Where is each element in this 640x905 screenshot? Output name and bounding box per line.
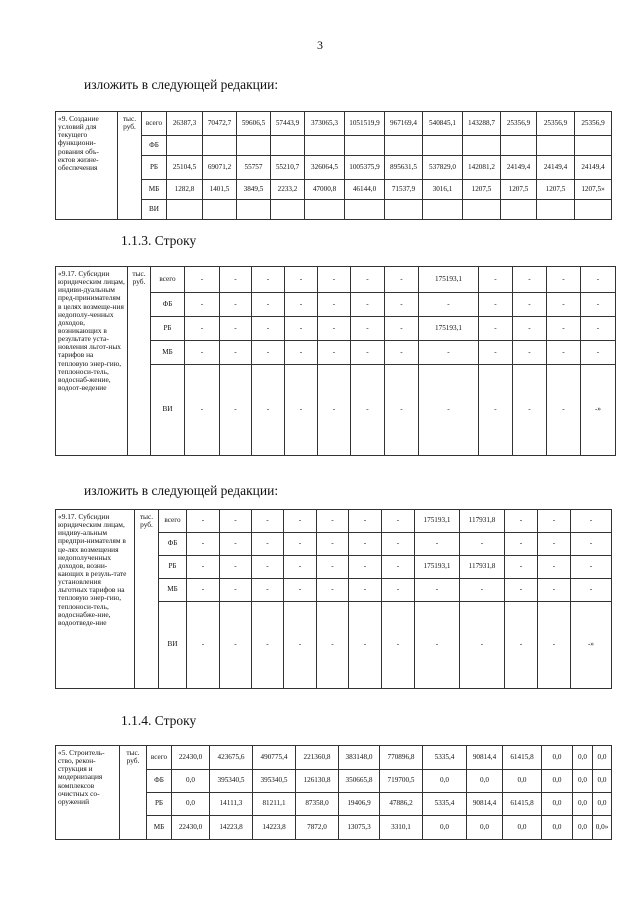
unit-cell: тыс. руб. — [120, 746, 147, 840]
value-cell: 117931,8 — [460, 510, 505, 533]
value-cell: 770896,8 — [380, 746, 423, 770]
value-cell: - — [349, 602, 382, 689]
value-cell: 7872,0 — [296, 816, 339, 840]
value-cell: 0,0 — [542, 816, 573, 840]
value-cell: 61415,8 — [503, 746, 542, 770]
value-cell — [423, 200, 463, 220]
value-cell: 423675,6 — [210, 746, 253, 770]
funding-source: МБ — [147, 816, 172, 840]
value-cell: - — [220, 341, 252, 365]
value-cell: - — [581, 267, 616, 293]
value-cell: - — [505, 510, 538, 533]
value-cell: - — [252, 556, 284, 579]
value-cell: 142081,2 — [463, 156, 501, 180]
table-row-9-17-new — [55, 509, 612, 689]
page-number: 3 — [317, 38, 323, 52]
value-cell: - — [385, 341, 419, 365]
value-cell: 14111,3 — [210, 793, 253, 816]
value-cell: 55210,7 — [271, 156, 305, 180]
value-cell: 25356,9 — [501, 112, 537, 136]
value-cell: - — [252, 267, 285, 293]
heading-edit-2: изложить в следующей редакции: — [84, 483, 279, 498]
value-cell: - — [285, 317, 318, 341]
value-cell: 0,0 — [172, 793, 210, 816]
value-cell: - — [285, 341, 318, 365]
value-cell: - — [419, 341, 479, 365]
funding-source: ВИ — [159, 602, 187, 689]
value-cell: - — [351, 267, 385, 293]
value-cell: 61415,8 — [503, 793, 542, 816]
funding-source: ВИ — [151, 365, 185, 456]
value-cell: 14223,8 — [210, 816, 253, 840]
value-cell: 25104,5 — [167, 156, 203, 180]
value-cell: 0,0 — [593, 746, 612, 770]
value-cell — [385, 136, 423, 156]
value-cell: - — [479, 365, 513, 456]
value-cell: 70472,7 — [203, 112, 237, 136]
value-cell: - — [382, 579, 415, 602]
value-cell: 117931,8 — [460, 556, 505, 579]
value-cell — [501, 200, 537, 220]
value-cell: 25356,9 — [575, 112, 612, 136]
value-cell: 350665,8 — [339, 770, 380, 793]
value-cell: - — [187, 510, 220, 533]
funding-source: РБ — [142, 156, 167, 180]
value-cell: - — [185, 267, 220, 293]
value-cell: - — [318, 293, 351, 317]
unit-cell: тыс. руб. — [128, 267, 151, 456]
value-cell: - — [349, 510, 382, 533]
value-cell: 0,0 — [593, 793, 612, 816]
value-cell: - — [220, 293, 252, 317]
value-cell: 3016,1 — [423, 180, 463, 200]
value-cell: - — [317, 579, 349, 602]
value-cell: - — [187, 533, 220, 556]
value-cell: -» — [571, 602, 612, 689]
value-cell: 24149,4 — [501, 156, 537, 180]
value-cell: - — [349, 556, 382, 579]
value-cell: - — [479, 341, 513, 365]
funding-source: МБ — [142, 180, 167, 200]
value-cell — [237, 200, 271, 220]
value-cell: 0,0 — [573, 816, 593, 840]
funding-source: всего — [159, 510, 187, 533]
value-cell: 22430,0 — [172, 746, 210, 770]
value-cell: 895631,5 — [385, 156, 423, 180]
value-cell: - — [538, 579, 571, 602]
value-cell: - — [415, 602, 460, 689]
value-cell: 13075,3 — [339, 816, 380, 840]
value-cell: 46144,0 — [345, 180, 385, 200]
value-cell: 24149,4 — [537, 156, 575, 180]
funding-source: ФБ — [159, 533, 187, 556]
funding-source: МБ — [151, 341, 185, 365]
value-cell — [423, 136, 463, 156]
table-row — [56, 746, 612, 770]
value-cell: - — [538, 602, 571, 689]
value-cell: - — [317, 602, 349, 689]
value-cell — [575, 136, 612, 156]
value-cell: 0,0 — [467, 770, 503, 793]
value-cell: - — [220, 365, 252, 456]
value-cell: 383148,0 — [339, 746, 380, 770]
value-cell: - — [460, 533, 505, 556]
value-cell: 3849,5 — [237, 180, 271, 200]
value-cell: 373065,3 — [305, 112, 345, 136]
funding-source: МБ — [159, 579, 187, 602]
funding-source: всего — [142, 112, 167, 136]
value-cell: - — [318, 267, 351, 293]
value-cell: - — [187, 556, 220, 579]
value-cell: - — [571, 533, 612, 556]
funding-source: РБ — [151, 317, 185, 341]
value-cell: - — [351, 365, 385, 456]
value-cell: 1005375,9 — [345, 156, 385, 180]
value-cell: - — [385, 365, 419, 456]
value-cell — [203, 200, 237, 220]
value-cell — [463, 136, 501, 156]
value-cell: - — [187, 602, 220, 689]
value-cell: - — [505, 579, 538, 602]
value-cell: - — [581, 341, 616, 365]
value-cell: - — [547, 317, 581, 341]
value-cell: 0,0 — [573, 770, 593, 793]
value-cell: - — [185, 365, 220, 456]
value-cell: - — [284, 579, 317, 602]
value-cell: 0,0 — [542, 793, 573, 816]
value-cell — [345, 200, 385, 220]
value-cell: - — [351, 293, 385, 317]
value-cell: - — [318, 365, 351, 456]
value-cell: 719700,5 — [380, 770, 423, 793]
value-cell: - — [571, 510, 612, 533]
value-cell: - — [479, 267, 513, 293]
value-cell: 47886,2 — [380, 793, 423, 816]
value-cell: 87358,0 — [296, 793, 339, 816]
value-cell: - — [505, 533, 538, 556]
value-cell: 490775,4 — [253, 746, 296, 770]
funding-source: РБ — [147, 793, 172, 816]
value-cell: 5335,4 — [423, 746, 467, 770]
value-cell: - — [385, 317, 419, 341]
value-cell: 1282,8 — [167, 180, 203, 200]
value-cell: - — [317, 510, 349, 533]
value-cell: 143288,7 — [463, 112, 501, 136]
value-cell: 0,0 — [503, 770, 542, 793]
value-cell: 175193,1 — [419, 267, 479, 293]
value-cell — [271, 136, 305, 156]
row-label: «9.17. Субсидии юридическим лицам, индиви-дуальным пред-принимателям в целях возмеще-ния недополу-ченных доходов, возникающих в результате уста-новления льгот-ных тарифов на тепловую энер-гию, теплоноси-тель, водоснаб-жение, водоот-ведение — [56, 267, 128, 456]
unit-cell: тыс. руб. — [118, 112, 142, 220]
value-cell: - — [318, 317, 351, 341]
value-cell: 175193,1 — [419, 317, 479, 341]
value-cell: - — [317, 533, 349, 556]
value-cell: 0,0 — [172, 770, 210, 793]
value-cell: - — [285, 365, 318, 456]
value-cell: - — [252, 317, 285, 341]
value-cell — [167, 136, 203, 156]
value-cell: - — [538, 533, 571, 556]
value-cell: - — [351, 317, 385, 341]
value-cell: - — [220, 579, 252, 602]
value-cell: - — [220, 267, 252, 293]
value-cell: - — [571, 579, 612, 602]
value-cell: 69071,2 — [203, 156, 237, 180]
value-cell: - — [581, 317, 616, 341]
value-cell — [345, 136, 385, 156]
value-cell: - — [252, 341, 285, 365]
value-cell: 90814,4 — [467, 793, 503, 816]
row-label: «9. Создание условий для текущего функциони-рования объ-ектов жизне-обеспечения — [56, 112, 118, 220]
value-cell: - — [382, 533, 415, 556]
unit-cell: тыс. руб. — [135, 510, 159, 689]
value-cell: 967169,4 — [385, 112, 423, 136]
value-cell: - — [571, 556, 612, 579]
heading-line-1-1-3: 1.1.3. Строку — [121, 233, 197, 248]
value-cell: 24149,4 — [575, 156, 612, 180]
table-row-5 — [55, 745, 612, 840]
heading-line-1-1-4: 1.1.4. Строку — [121, 713, 197, 728]
funding-source: всего — [151, 267, 185, 293]
value-cell: - — [382, 510, 415, 533]
value-cell — [167, 200, 203, 220]
value-cell: - — [318, 341, 351, 365]
value-cell: - — [538, 510, 571, 533]
value-cell: 0,0 — [593, 770, 612, 793]
value-cell: - — [581, 293, 616, 317]
value-cell — [463, 200, 501, 220]
funding-source: ФБ — [142, 136, 167, 156]
value-cell: 395340,5 — [210, 770, 253, 793]
value-cell: - — [220, 602, 252, 689]
value-cell: - — [252, 293, 285, 317]
value-cell — [237, 136, 271, 156]
value-cell: - — [185, 293, 220, 317]
value-cell: - — [284, 510, 317, 533]
value-cell: 81211,1 — [253, 793, 296, 816]
value-cell: - — [351, 341, 385, 365]
value-cell: 0,0 — [542, 746, 573, 770]
value-cell: - — [252, 579, 284, 602]
value-cell: 1207,5 — [463, 180, 501, 200]
value-cell: 59606,5 — [237, 112, 271, 136]
value-cell: - — [460, 602, 505, 689]
table-row — [56, 112, 612, 136]
value-cell — [385, 200, 423, 220]
value-cell: - — [252, 533, 284, 556]
value-cell: 5335,4 — [423, 793, 467, 816]
value-cell: - — [513, 341, 547, 365]
value-cell — [271, 200, 305, 220]
funding-source: ФБ — [147, 770, 172, 793]
value-cell: - — [349, 579, 382, 602]
table-row — [56, 267, 616, 293]
value-cell: 3310,1 — [380, 816, 423, 840]
funding-source: ФБ — [151, 293, 185, 317]
value-cell: 221360,8 — [296, 746, 339, 770]
value-cell: - — [505, 602, 538, 689]
value-cell: 1051519,9 — [345, 112, 385, 136]
value-cell: 0,0 — [423, 816, 467, 840]
value-cell: - — [220, 317, 252, 341]
value-cell: 1207,5 — [501, 180, 537, 200]
value-cell: 126130,8 — [296, 770, 339, 793]
value-cell: - — [505, 556, 538, 579]
value-cell: 395340,5 — [253, 770, 296, 793]
value-cell: - — [284, 602, 317, 689]
value-cell: 175193,1 — [415, 556, 460, 579]
value-cell: - — [547, 293, 581, 317]
value-cell: - — [547, 365, 581, 456]
value-cell — [203, 136, 237, 156]
value-cell: - — [479, 293, 513, 317]
value-cell: - — [479, 317, 513, 341]
value-cell: 1401,5 — [203, 180, 237, 200]
value-cell: - — [382, 556, 415, 579]
value-cell: - — [187, 579, 220, 602]
value-cell — [537, 136, 575, 156]
value-cell: 14223,8 — [253, 816, 296, 840]
value-cell: - — [252, 602, 284, 689]
value-cell: 25356,9 — [537, 112, 575, 136]
value-cell: 0,0 — [573, 793, 593, 816]
value-cell: - — [382, 602, 415, 689]
value-cell: 55757 — [237, 156, 271, 180]
value-cell: 540845,1 — [423, 112, 463, 136]
value-cell: - — [460, 579, 505, 602]
value-cell: - — [419, 293, 479, 317]
value-cell: - — [385, 293, 419, 317]
value-cell — [305, 200, 345, 220]
value-cell: -» — [581, 365, 616, 456]
value-cell: - — [538, 556, 571, 579]
value-cell: 47000,8 — [305, 180, 345, 200]
value-cell: - — [284, 533, 317, 556]
table-row-9-17-old — [55, 266, 616, 456]
value-cell: 0,0 — [503, 816, 542, 840]
value-cell: 0,0» — [593, 816, 612, 840]
value-cell: - — [220, 533, 252, 556]
value-cell: - — [285, 293, 318, 317]
value-cell: 71537,9 — [385, 180, 423, 200]
value-cell: - — [513, 293, 547, 317]
value-cell: 2233,2 — [271, 180, 305, 200]
value-cell — [537, 200, 575, 220]
value-cell: - — [547, 267, 581, 293]
value-cell: 90814,4 — [467, 746, 503, 770]
value-cell: - — [284, 556, 317, 579]
value-cell: 0,0 — [573, 746, 593, 770]
row-label: «9.17. Субсидии юридическим лицам, индиву-альным предпри-нимателям в це-лях возмещения недополученных доходов, возни-кающих в резуль-тате установления льготных тарифов на тепловую энер-гию, теплоноси-тель, водоснабже-ние, водоотведе-ние — [56, 510, 135, 689]
value-cell: - — [285, 267, 318, 293]
heading-edit-1: изложить в следующей редакции: — [84, 77, 279, 92]
value-cell: - — [513, 365, 547, 456]
value-cell: - — [513, 267, 547, 293]
value-cell: 22430,0 — [172, 816, 210, 840]
table-row-9 — [55, 111, 612, 220]
value-cell: 537829,0 — [423, 156, 463, 180]
value-cell: - — [220, 556, 252, 579]
value-cell: - — [415, 579, 460, 602]
value-cell: 0,0 — [542, 770, 573, 793]
funding-source: всего — [147, 746, 172, 770]
value-cell: - — [513, 317, 547, 341]
value-cell: 57443,9 — [271, 112, 305, 136]
value-cell: - — [185, 341, 220, 365]
value-cell: 19406,9 — [339, 793, 380, 816]
value-cell — [305, 136, 345, 156]
value-cell: 326064,5 — [305, 156, 345, 180]
value-cell: 26387,3 — [167, 112, 203, 136]
value-cell: - — [252, 365, 285, 456]
value-cell: 0,0 — [423, 770, 467, 793]
value-cell: - — [415, 533, 460, 556]
value-cell: - — [349, 533, 382, 556]
value-cell: 1207,5» — [575, 180, 612, 200]
value-cell — [575, 200, 612, 220]
value-cell: - — [419, 365, 479, 456]
value-cell: 175193,1 — [415, 510, 460, 533]
value-cell: - — [547, 341, 581, 365]
value-cell: - — [317, 556, 349, 579]
value-cell: - — [385, 267, 419, 293]
funding-source: ВИ — [142, 200, 167, 220]
value-cell: 1207,5 — [537, 180, 575, 200]
funding-source: РБ — [159, 556, 187, 579]
value-cell: - — [185, 317, 220, 341]
value-cell — [501, 136, 537, 156]
value-cell: 0,0 — [467, 816, 503, 840]
value-cell: - — [252, 510, 284, 533]
value-cell: - — [220, 510, 252, 533]
table-row — [56, 510, 612, 533]
row-label: «5. Строитель-ство, рекон-струкция и модернизация комплексов очистных со-оружений — [56, 746, 120, 840]
